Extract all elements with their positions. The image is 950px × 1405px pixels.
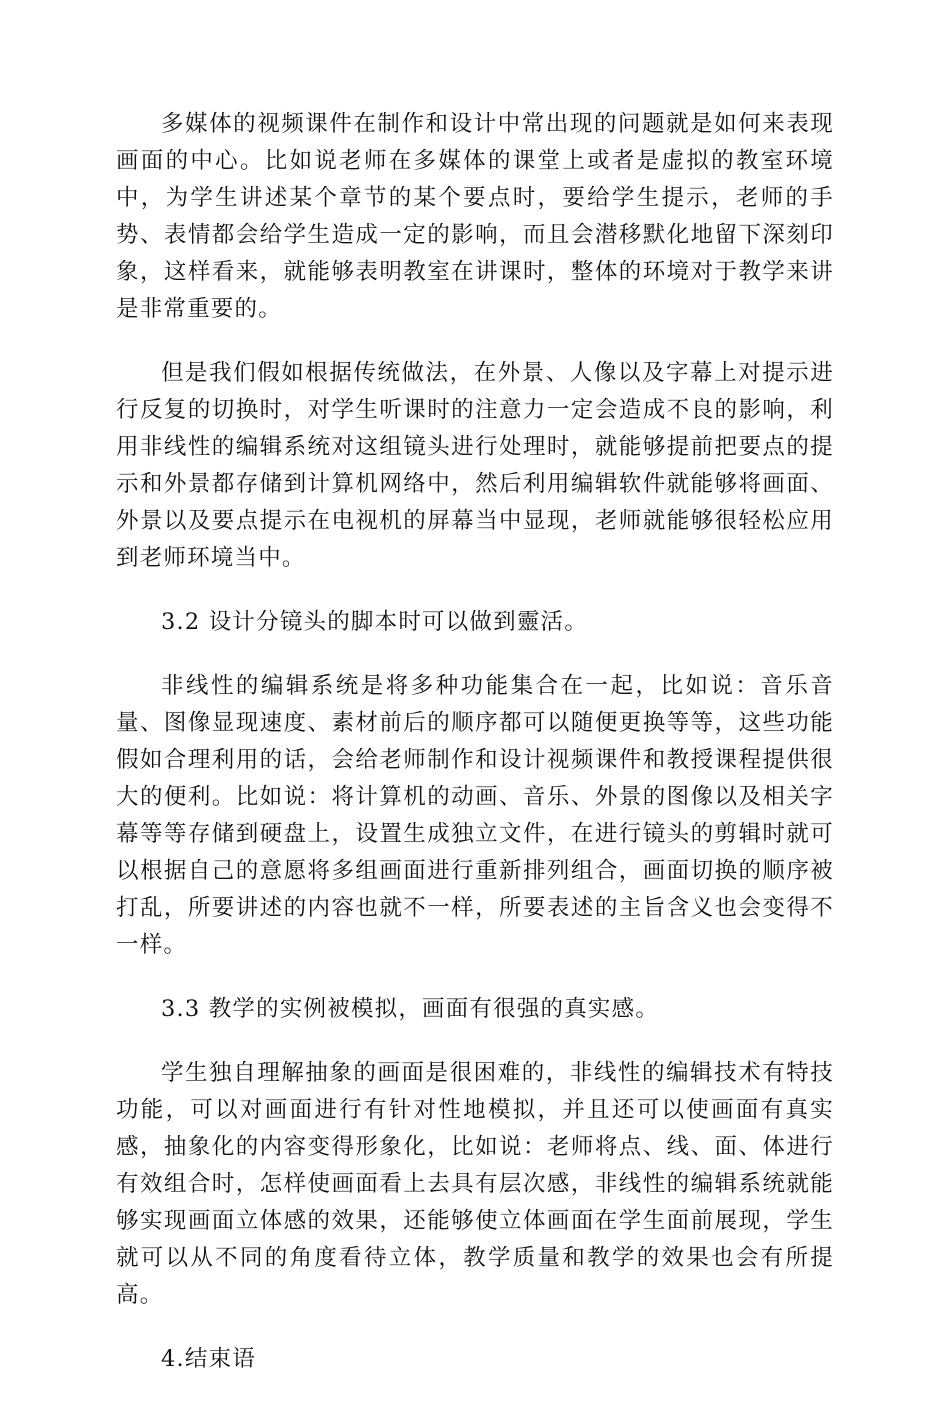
paragraph-3: 非线性的编辑系统是将多种功能集合在一起，比如说：音乐音量、图像显现速度、素材前后的顺序都可以随便更换等等，这些功能假如合理利用的话，会给老师制作和设计视频课件和教授课程提供很大的便利。比如说：将计算机的动画、音乐、外景的图像以及相关字幕等等存储到硬盘上，设置生成独立文件，在进行镜头的剪辑时就可以根据自己的意愿将多组画面进行重新排列组合，画面切换的顺序被打乱，所要讲述的内容也就不一样，所要表述的主旨含义也会变得不一样。 [116, 673, 834, 958]
section-heading-3-2: 3.2 设计分镜头的脚本时可以做到靈活。 [161, 609, 588, 635]
paragraph-2: 但是我们假如根据传统做法，在外景、人像以及字幕上对提示进行反复的切换时，对学生听课时的注意力一定会造成不良的影响，利用非线性的编辑系统对这组镜头进行处理时，就能够提前把要点的提示和外景都存储到计算机网络中，然后利用编辑软件就能够将画面、外景以及要点提示在电视机的屏幕当中显现，老师就能够很轻松应用到老师环境当中。 [116, 360, 834, 571]
paragraph-4: 学生独自理解抽象的画面是很困难的，非线性的编辑技术有特技功能，可以对画面进行有针对性地模拟，并且还可以使画面有真实感，抽象化的内容变得形象化，比如说：老师将点、线、面、体进行有效组合时，怎样使画面看上去具有层次感，非线性的编辑系统就能够实现画面立体感的效果，还能够使立体画面在学生面前展现，学生就可以从不同的角度看待立体，教学质量和教学的效果也会有所提高。 [116, 1060, 834, 1308]
section-heading-4: 4.结束语 [161, 1346, 256, 1372]
section-heading-3-3: 3.3 教学的实例被模拟，画面有很强的真实感。 [161, 996, 660, 1022]
document-body [116, 106, 834, 1405]
paragraph-1: 多媒体的视频课件在制作和设计中常出现的问题就是如何来表现画面的中心。比如说老师在多媒体的课堂上或者是虚拟的教室环境中，为学生讲述某个章节的某个要点时，要给学生提示，老师的手势、表情都会给学生造成一定的影响，而且会潜移默化地留下深刻印象，这样看来，就能够表明教室在讲课时，整体的环境对于教学来讲是非常重要的。 [116, 111, 834, 322]
